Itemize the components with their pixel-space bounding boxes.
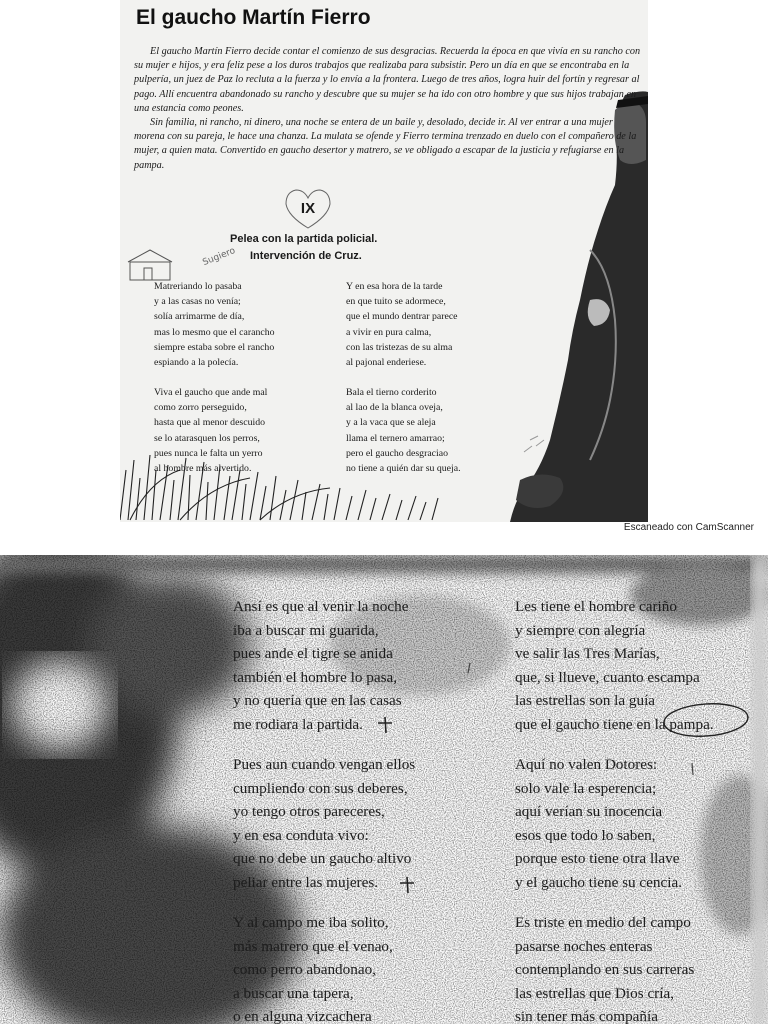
verse-line: Bala el tierno corderito [346,387,437,398]
verse-line: esos que todo lo saben, [515,826,656,844]
verse-line: y el gaucho tiene su cencia. [515,873,682,891]
verse-line: Les tiene el hombre cariño [515,598,677,615]
verse-line: Matreriando lo pasaba [154,281,242,292]
verse-line: cumpliendo con sus deberes, [233,779,408,797]
verse-line: y a la vaca que se aleja [346,417,436,429]
verse-line: que el gaucho tiene en la pampa. [515,715,714,733]
verse-line: siempre estaba sobre el rancho [154,341,275,353]
scanned-page-top [120,0,648,522]
verse-line: llama el ternero amarrao; [346,432,445,444]
verse-line: a vivir en pura calma, [346,326,432,338]
bottom-stanza-4 [515,753,682,894]
verse-line: que, si llueve, cuanto escampa [515,668,700,686]
verse-line: me rodiara la partida. [233,715,363,733]
verse-line: espiando a la polecía. [154,357,239,369]
top-stanza-1 [154,279,275,370]
verse-line: ve salir las Tres Marías, [515,645,660,662]
bottom-stanza-2 [515,595,714,736]
verse-line: como perro abandonao, [233,961,376,978]
verse-line: al pajonal enderiese. [346,357,427,369]
verse-line: que el mundo dentrar parece [346,311,458,323]
verse-line: contemplando en sus carreras [515,961,695,978]
verse-line: pues ande el tigre se anida [233,645,393,662]
verse-line: Y en esa hora de la tarde [346,281,443,292]
top-stanza-3 [154,385,267,476]
verse-line: peliar entre las mujeres. [233,873,379,891]
verse-line: se lo atarasquen los perros, [154,432,260,444]
rancho-sketch-icon [128,250,172,280]
verse-line: Es triste en medio del campo [515,914,691,931]
verse-line: solía arrimarme de día, [154,311,245,323]
scanner-caption: Escaneado con CamScanner [623,522,754,533]
verse-line: Viva el gaucho que ande mal [154,387,268,398]
verse-line: y siempre con alegría [515,621,646,639]
bottom-stanza-3 [233,753,415,894]
verse-line: yo tengo otros pareceres, [233,803,385,820]
verse-line: iba a buscar mi guarida, [233,621,379,639]
scanned-page-bottom [0,555,768,1024]
verse-line: con las tristezas de su alma [346,341,453,353]
verse-line: no tiene a quién dar su queja. [346,463,461,475]
bottom-stanza-1 [233,595,408,736]
bottom-stanza-5 [233,911,393,1024]
page-title: El gaucho Martín Fierro [136,6,371,29]
verse-line: aquí verían su inocencia [515,803,663,820]
verse-line: y en esa conduta vivo: [233,826,369,844]
canto-number [286,196,330,222]
intro-paragraph-1: El gaucho Martín Fierro decide contar el comienzo de sus desgracias. Recuerda la época en que vivía en su rancho con su mujer e hijos, y era feliz pese a los duros trabajos que realizaba para subsistir. Pero un día en que se encontraba en la pulpería, un juez de Paz lo recluta a la fuerza y lo envía a la frontera. Luego de tres años, logra huir del fortín y regresar al pago. Allí encuentra abandonado su rancho y descubre que su mujer se ha ido con otro hombre y que sus hijos trabajan en una estancia como peones. [134,46,641,114]
subtitle-2: Intervención de Cruz. [250,250,362,262]
intro-text [134,45,644,173]
verse-line: también el hombre lo pasa, [233,668,398,686]
bottom-stanza-6 [515,911,694,1024]
verse-line: a buscar una tapera, [233,984,354,1002]
verse-line: solo vale la esperencia; [515,779,657,797]
verse-line: Ansí es que al venir la noche [233,598,409,615]
subtitle-1: Pelea con la partida policial. [230,233,378,245]
verse-line: las estrellas que Dios cría, [515,984,674,1002]
top-stanza-4 [346,385,461,476]
top-stanza-2 [346,279,458,370]
verse-line: hasta que al menor descuido [154,417,265,429]
verse-line: que no debe un gaucho altivo [233,850,412,867]
verse-line: sin tener más compañía [515,1008,658,1024]
verse-line: como zorro perseguido, [154,402,247,414]
verse-line: pero el gaucho desgraciao [346,447,449,459]
verse-line: Y al campo me iba solito, [233,914,389,931]
verse-line: en que tuito se adormece, [346,296,446,308]
verse-line: y no quería que en las casas [233,692,402,709]
verse-line: al hombre más alvertido. [154,463,252,475]
verse-line: las estrellas son la guía [515,692,656,709]
verse-line: y a las casas no venía; [154,296,241,308]
verse-line: más matrero que el venao, [233,937,393,955]
verse-line: mas lo mesmo que el carancho [154,326,275,338]
verse-line: al lao de la blanca oveja, [346,402,443,414]
verse-line: porque esto tiene otra llave [515,850,680,867]
verse-line: pasarse noches enteras [515,937,653,955]
verse-line: pues nunca le falta un yerro [154,447,263,459]
canto-label: IX [300,200,316,217]
verse-line: Aquí no valen Dotores: [515,756,658,773]
verse-line: Pues aun cuando vengan ellos [233,756,416,773]
handwritten-note: Sugiero [201,245,237,269]
intro-paragraph-2: Sin familia, ni rancho, ni dinero, una noche se entera de un baile y, desolado, decide ir. Al ver entrar a una mujer morena con su pareja, le hace una chanza. La mulata se ofende y Fierro termina trenzado en duelo con el compañero de la mujer, a quien mata. Convertido en gaucho desertor y matrero, se ve obligado a escapar de la justicia y refugiarse en la pampa. [134,117,637,171]
verse-line: o en alguna vizcachera [233,1008,372,1024]
